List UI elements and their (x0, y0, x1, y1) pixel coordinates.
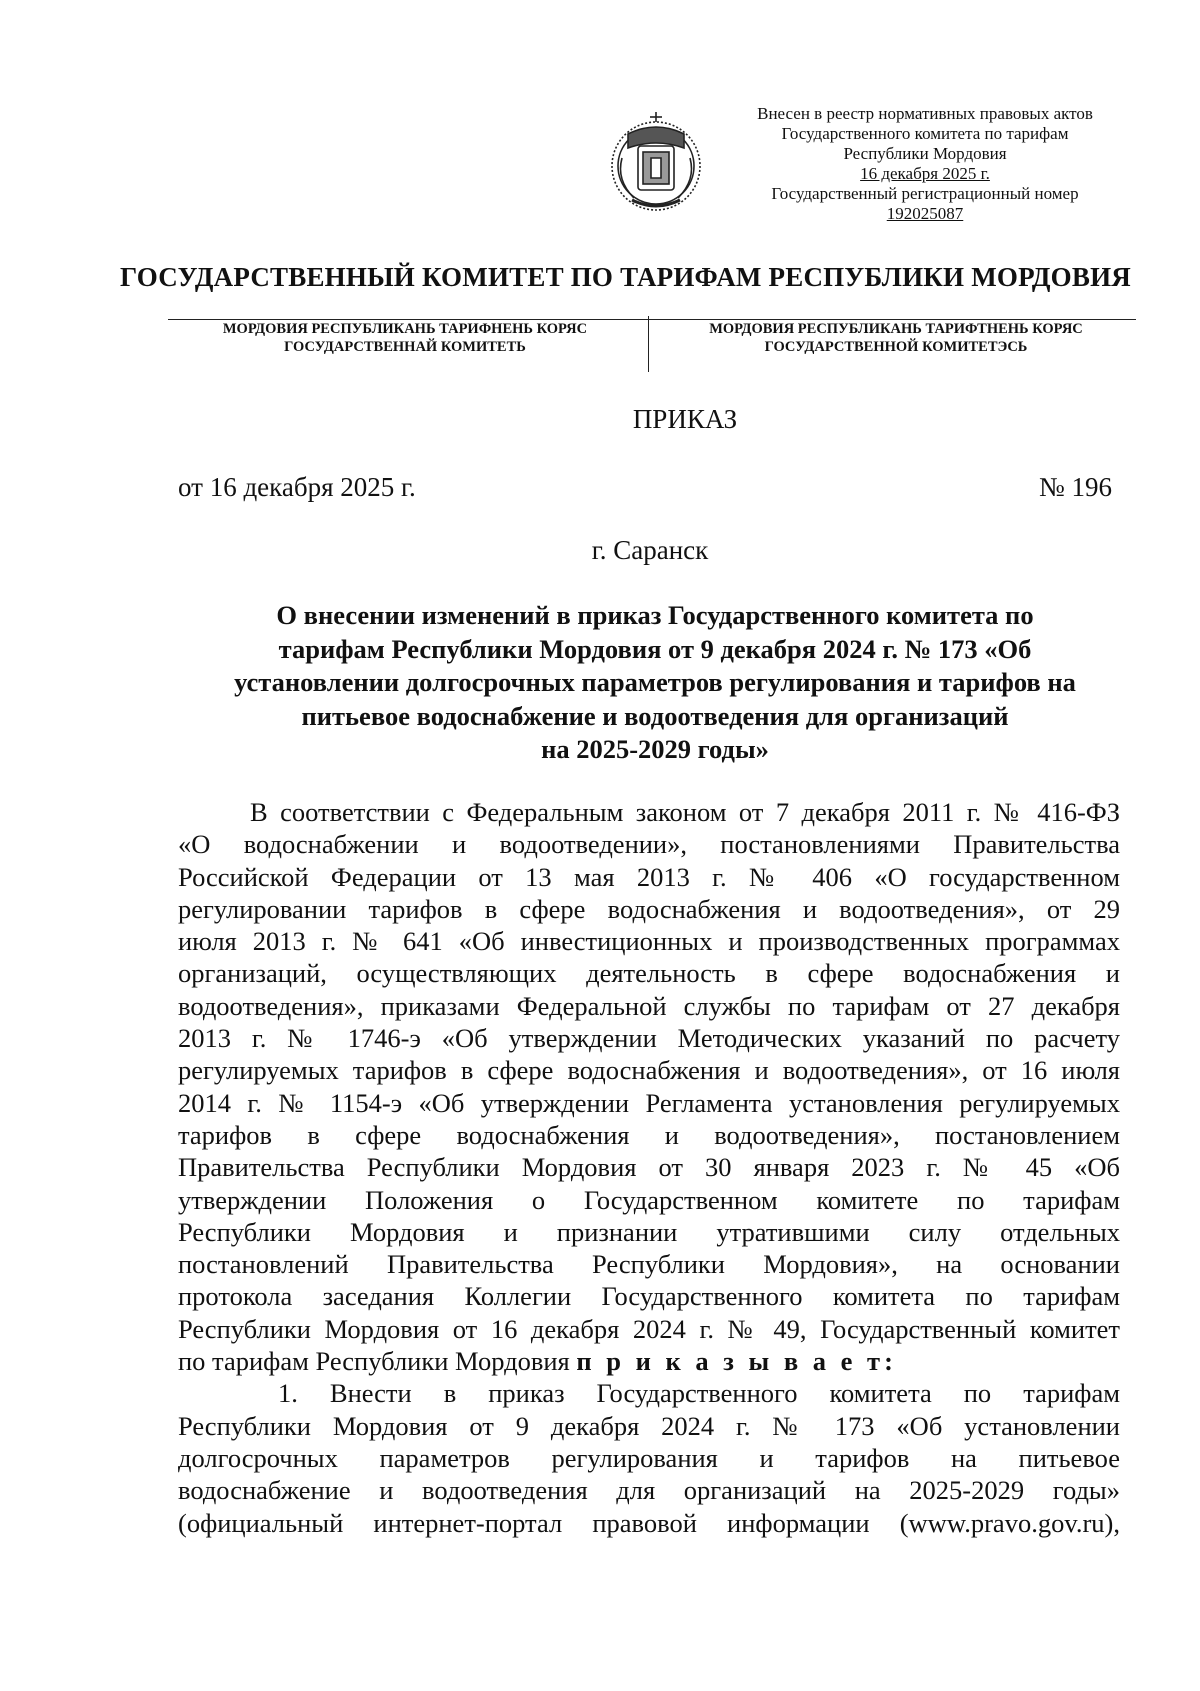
body-line: Правительства Республики Мордовия от 30 января 2023 г. № 45 «Об (178, 1152, 1120, 1183)
heading-line: установлении долгосрочных параметров регулирования и тарифов на (234, 667, 1076, 697)
body-line: тарифов в сфере водоснабжения и водоотведения», постановлением (178, 1119, 1120, 1150)
body-line: В соответствии с Федеральным законом от 7 декабря 2011 г. № 416-ФЗ (250, 797, 1120, 827)
heading-line: питьевое водоснабжение и водоотведения для организаций (301, 700, 1009, 731)
body-line: Республики Мордовия от 16 декабря 2024 г. № 49, Государственный комитет (178, 1313, 1120, 1344)
organization-name-right (656, 320, 1136, 356)
body-line: регулировании тарифов в сфере водоснабжения и водоотведения», от 29 (178, 893, 1120, 924)
item-line: водоснабжение и водоотведения для организаций на 2025-2029 годы» (178, 1475, 1120, 1506)
body-line: июля 2013 г. № 641 «Об инвестиционных и производственных программах (178, 926, 1120, 957)
body-line: постановлений Правительства Республики Мордовия», на основании (178, 1249, 1120, 1280)
organization-name-left (168, 320, 642, 356)
coat-of-arms-emblem (604, 108, 708, 218)
organization-left-line-1: МОРДОВИЯ РЕСПУБЛИКАНЬ ТАРИФНЕНЬ КОРЯС (222, 321, 588, 337)
item-line: Республики Мордовия от 9 декабря 2024 г. № 173 «Об установлении (178, 1410, 1120, 1441)
document-city: г. Саранск (591, 535, 709, 565)
body-line: Республики Мордовия и признании утратившими силу отдельных (178, 1216, 1120, 1247)
item-line: (официальный интернет-портал правовой информации (www.pravo.gov.ru), (178, 1507, 1120, 1538)
organization-right-line-1: МОРДОВИЯ РЕСПУБЛИКАНЬ ТАРИФТНЕНЬ КОРЯС (709, 321, 1083, 337)
document-date: от 16 декабря 2025 г. (178, 472, 416, 502)
organization-right-line-2: ГОСУДАРСТВЕННОЙ КОМИТЕТЭСЬ (764, 339, 1028, 355)
organization-title: ГОСУДАРСТВЕННЫЙ КОМИТЕТ ПО ТАРИФАМ РЕСПУБЛИКИ МОРДОВИЯ (120, 262, 1131, 292)
item-line: 1. Внести в приказ Государственного комитета по тарифам (278, 1378, 1120, 1409)
registry-line-5: Государственный регистрационный номер (771, 184, 1079, 203)
registry-date: 16 декабря 2025 г. (860, 164, 990, 183)
organization-left-line-2: ГОСУДАРСТВЕННАЙ КОМИТЕТЬ (284, 339, 526, 355)
body-line: регулируемых тарифов в сфере водоснабжения и водоотведения», от 16 июля (178, 1055, 1120, 1086)
body-line: протокола заседания Коллегии Государственного комитета по тарифам (178, 1281, 1120, 1312)
document-body (178, 796, 1120, 1539)
document-heading (190, 599, 1120, 767)
heading-line: на 2025-2029 годы» (541, 734, 769, 764)
body-line: Российской Федерации от 13 мая 2013 г. № 406 «О государственном (178, 861, 1120, 892)
body-line: организаций, осуществляющих деятельность в сфере водоснабжения и (178, 958, 1120, 989)
closing-text: по тарифам Республики Мордовия (178, 1346, 577, 1377)
registry-stamp (730, 104, 1120, 224)
body-line: «О водоснабжении и водоотведении», постановлениями Правительства (178, 829, 1120, 860)
registry-number: 192025087 (886, 204, 964, 223)
body-closing-line (178, 1345, 1120, 1377)
document-number: № 196 (1038, 472, 1112, 502)
body-line: утверждении Положения о Государственном комитете по тарифам (178, 1184, 1120, 1215)
item-line: долгосрочных параметров регулирования и тарифов на питьевое (178, 1442, 1120, 1473)
document-type: ПРИКАЗ (632, 404, 738, 434)
order-word: п р и к а з ы в а е т: (576, 1346, 897, 1377)
header-vertical-divider (648, 316, 649, 372)
body-line: 2014 г. № 1154-э «Об утверждении Регламента установления регулируемых (178, 1087, 1120, 1118)
registry-line-1: Внесен в реестр нормативных правовых актов (757, 104, 1093, 123)
registry-line-2: Государственного комитета по тарифам (781, 124, 1069, 143)
body-line: 2013 г. № 1746-э «Об утверждении Методических указаний по расчету (178, 1023, 1120, 1054)
registry-line-3: Республики Мордовия (843, 144, 1007, 163)
body-line: водоотведения», приказами Федеральной службы по тарифам от 27 декабря (178, 990, 1120, 1021)
heading-line: О внесении изменений в приказ Государственного комитета по (276, 600, 1034, 630)
heading-line: тарифам Республики Мордовия от 9 декабря 2024 г. № 173 «Об (278, 633, 1032, 664)
